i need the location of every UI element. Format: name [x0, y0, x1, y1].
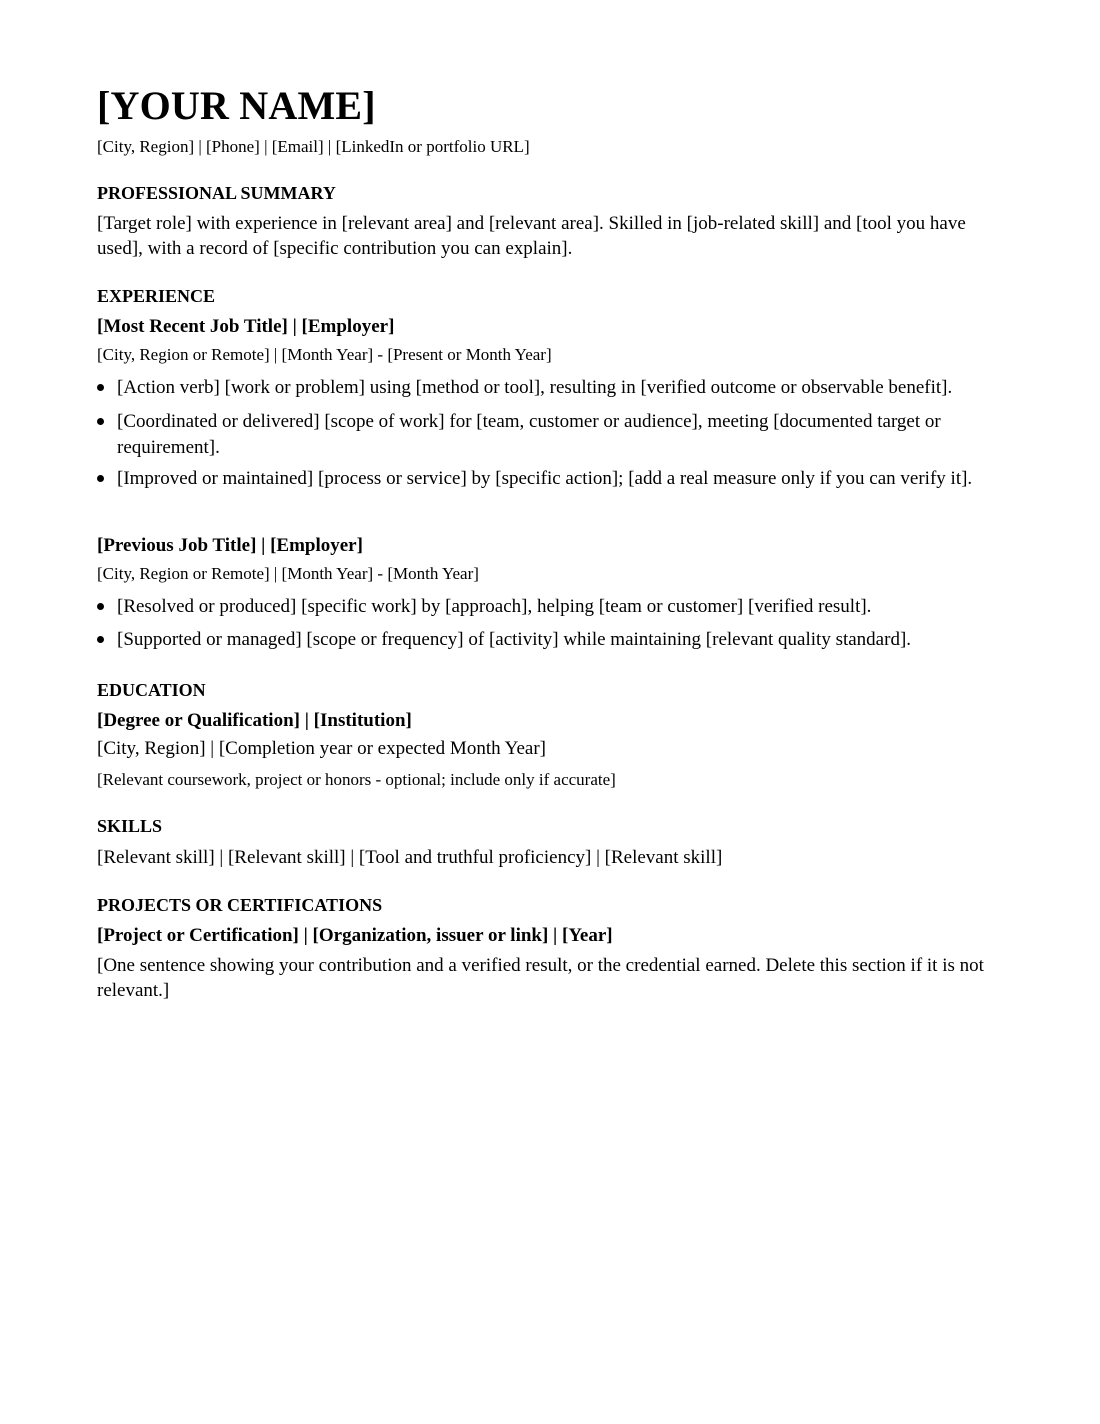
bullet-dot-icon	[97, 475, 104, 482]
job-2-bullet-2	[97, 627, 1007, 653]
section-heading-summary: PROFESSIONAL SUMMARY	[97, 183, 336, 203]
bullet-text: [Supported or managed] [scope or frequency] of [activity] while maintaining [relevant quality standard].	[117, 629, 912, 650]
job-1-bullet-1	[97, 375, 1007, 401]
bullet-text: [Action verb] [work or problem] using [method or tool], resulting in [verified outcome or observable benefit].	[117, 377, 953, 398]
bullet-text: [Coordinated or delivered] [scope of work] for [team, customer or audience], meeting [documented target or requirement].	[117, 411, 941, 458]
skills-text: [Relevant skill] | [Relevant skill] | [Tool and truthful proficiency] | [Relevant skill]	[97, 847, 723, 868]
resume-name: [YOUR NAME]	[97, 83, 376, 128]
section-heading-experience: EXPERIENCE	[97, 286, 216, 306]
section-heading-skills: SKILLS	[97, 816, 163, 836]
education-degree: [Degree or Qualification] | [Institution]	[97, 710, 412, 731]
job-title-1: [Most Recent Job Title] | [Employer]	[97, 316, 395, 337]
section-heading-education: EDUCATION	[97, 680, 206, 700]
job-2-bullet-1	[97, 594, 1007, 620]
bullet-dot-icon	[97, 603, 104, 610]
summary-text: [Target role] with experience in [relevant area] and [relevant area]. Skilled in [job-related skill] and [tool you have used], with a record of [specific contribution you can explain].	[97, 213, 966, 259]
bullet-dot-icon	[97, 384, 104, 391]
bullet-text: [Improved or maintained] [process or service] by [specific action]; [add a real measure only if you can verify it].	[117, 468, 973, 489]
job-meta-2: [City, Region or Remote] | [Month Year] - [Month Year]	[97, 564, 479, 583]
project-title: [Project or Certification] | [Organization, issuer or link] | [Year]	[97, 925, 613, 946]
job-1-bullet-2	[97, 409, 1007, 461]
bullet-dot-icon	[97, 636, 104, 643]
section-heading-projects: PROJECTS OR CERTIFICATIONS	[97, 895, 383, 915]
bullet-dot-icon	[97, 418, 104, 425]
bullet-text: [Resolved or produced] [specific work] by [approach], helping [team or customer] [verified result].	[117, 596, 872, 617]
contact-line: [City, Region] | [Phone] | [Email] | [LinkedIn or portfolio URL]	[97, 137, 530, 156]
project-text: [One sentence showing your contribution and a verified result, or the credential earned. Delete this section if it is not relevant.]	[97, 955, 984, 1001]
job-1-bullet-3	[97, 466, 1007, 492]
education-note: [Relevant coursework, project or honors - optional; include only if accurate]	[97, 770, 616, 789]
job-meta-1: [City, Region or Remote] | [Month Year] - [Present or Month Year]	[97, 345, 552, 364]
education-meta: [City, Region] | [Completion year or expected Month Year]	[97, 738, 546, 759]
job-title-2: [Previous Job Title] | [Employer]	[97, 535, 363, 556]
